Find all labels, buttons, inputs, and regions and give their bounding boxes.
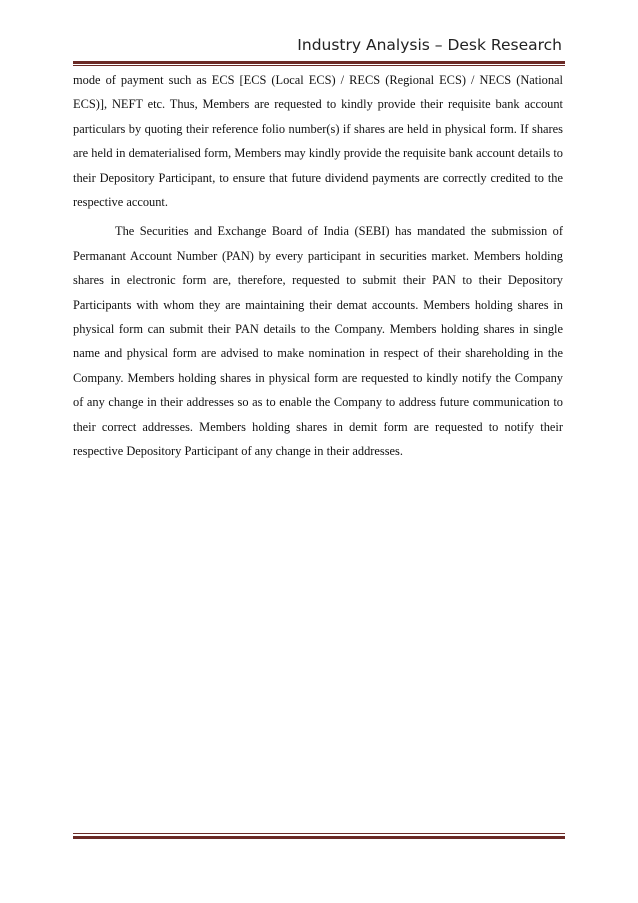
document-body: [73, 68, 563, 464]
paragraph-2: The Securities and Exchange Board of India (SEBI) has mandated the submission of Permanant Account Number (PAN) by every participant in securities market. Members holding shares in electronic form are, therefore, requested to submit their PAN to their Depository Participants with whom they are maintaining their demat accounts. Members holding shares in physical form can submit their PAN details to the Company. Members holding shares in single name and physical form are advised to make nomination in respect of their shareholding in the Company. Members holding shares in physical form are requested to kindly notify the Company of any change in their addresses so as to enable the Company to address future communication to their correct addresses. Members holding shares in demit form are requested to notify their respective Depository Participant of any change in their addresses.: [73, 224, 563, 459]
header-title: Industry Analysis – Desk Research: [297, 36, 562, 54]
footer-rule-thin: [73, 833, 565, 834]
paragraph-1: mode of payment such as ECS [ECS (Local ECS) / RECS (Regional ECS) / NECS (National ECS)], NEFT etc. Thus, Members are requested to kindly provide their requisite bank account particulars by quoting their reference folio number(s) if shares are held in physical form. If shares are held in dematerialised form, Members may kindly provide the requisite bank account details to their Depository Participant, to ensure that future dividend payments are correctly credited to the respective account.: [73, 73, 563, 210]
footer-rule-thick: [73, 836, 565, 839]
header-rule-thick: [73, 61, 565, 64]
header-rule-thin: [73, 65, 565, 66]
